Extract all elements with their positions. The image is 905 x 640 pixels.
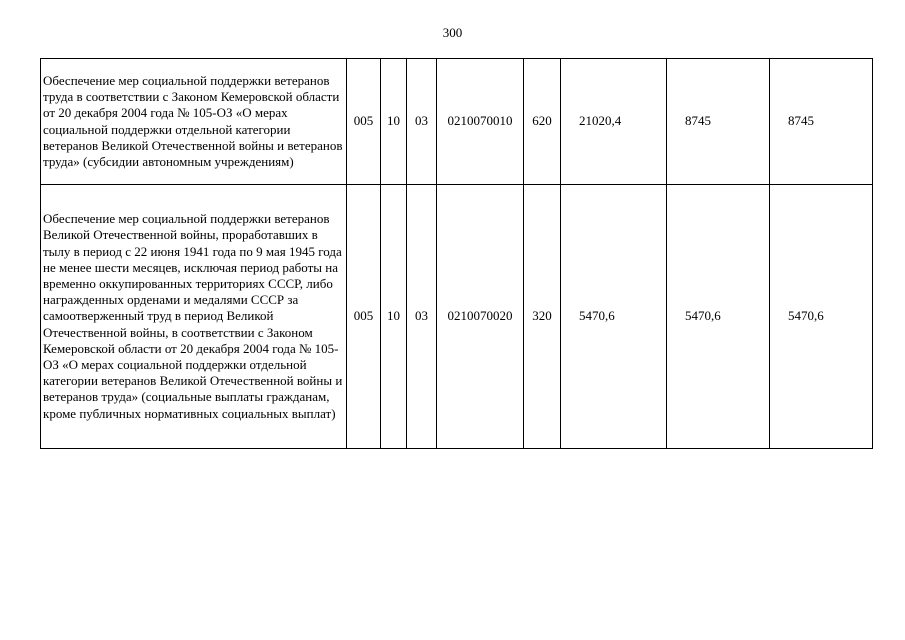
page-number: 300 — [442, 25, 463, 40]
expense-type-code: 320 — [524, 185, 561, 449]
target-article-code: 0210070020 — [437, 185, 524, 449]
row-description: Обеспечение мер социальной поддержки ветеранов Великой Отечественной войны, проработавших в тылу в период с 22 июня 1941 года по 9 мая 1945 года не менее шести месяцев, исключая период работы на временно оккупированных территориях СССР, либо награжденных орденами и медалями СССР за самоотверженный труд в период Великой Отечественной войны, в соответствии с Законом Кемеровской области от 20 декабря 2004 года № 105-ОЗ «О мерах социальной поддержки отдельной категории ветеранов Великой Отечественной войны и ветеранов труда» (социальные выплаты гражданам, кроме публичных нормативных социальных выплат) — [41, 185, 347, 449]
subsection-code: 03 — [407, 59, 437, 185]
target-article-code: 0210070010 — [437, 59, 524, 185]
amount-year-2: 8745 — [667, 59, 770, 185]
amount-year-2: 5470,6 — [667, 185, 770, 449]
amount-year-1: 21020,4 — [561, 59, 667, 185]
expense-type-code: 620 — [524, 59, 561, 185]
table-row — [41, 59, 873, 185]
table-row — [41, 185, 873, 449]
ministry-code: 005 — [347, 185, 381, 449]
subsection-code: 03 — [407, 185, 437, 449]
section-code: 10 — [381, 185, 407, 449]
amount-year-3: 8745 — [770, 59, 873, 185]
amount-year-1: 5470,6 — [561, 185, 667, 449]
row-description: Обеспечение мер социальной поддержки ветеранов труда в соответствии с Законом Кемеровской области от 20 декабря 2004 года № 105-ОЗ «О мерах социальной поддержки отдельной категории ветеранов Великой Отечественной войны и ветеранов труда» (субсидии автономным учреждениям) — [41, 59, 347, 185]
budget-table — [40, 58, 873, 449]
ministry-code: 005 — [347, 59, 381, 185]
section-code: 10 — [381, 59, 407, 185]
amount-year-3: 5470,6 — [770, 185, 873, 449]
